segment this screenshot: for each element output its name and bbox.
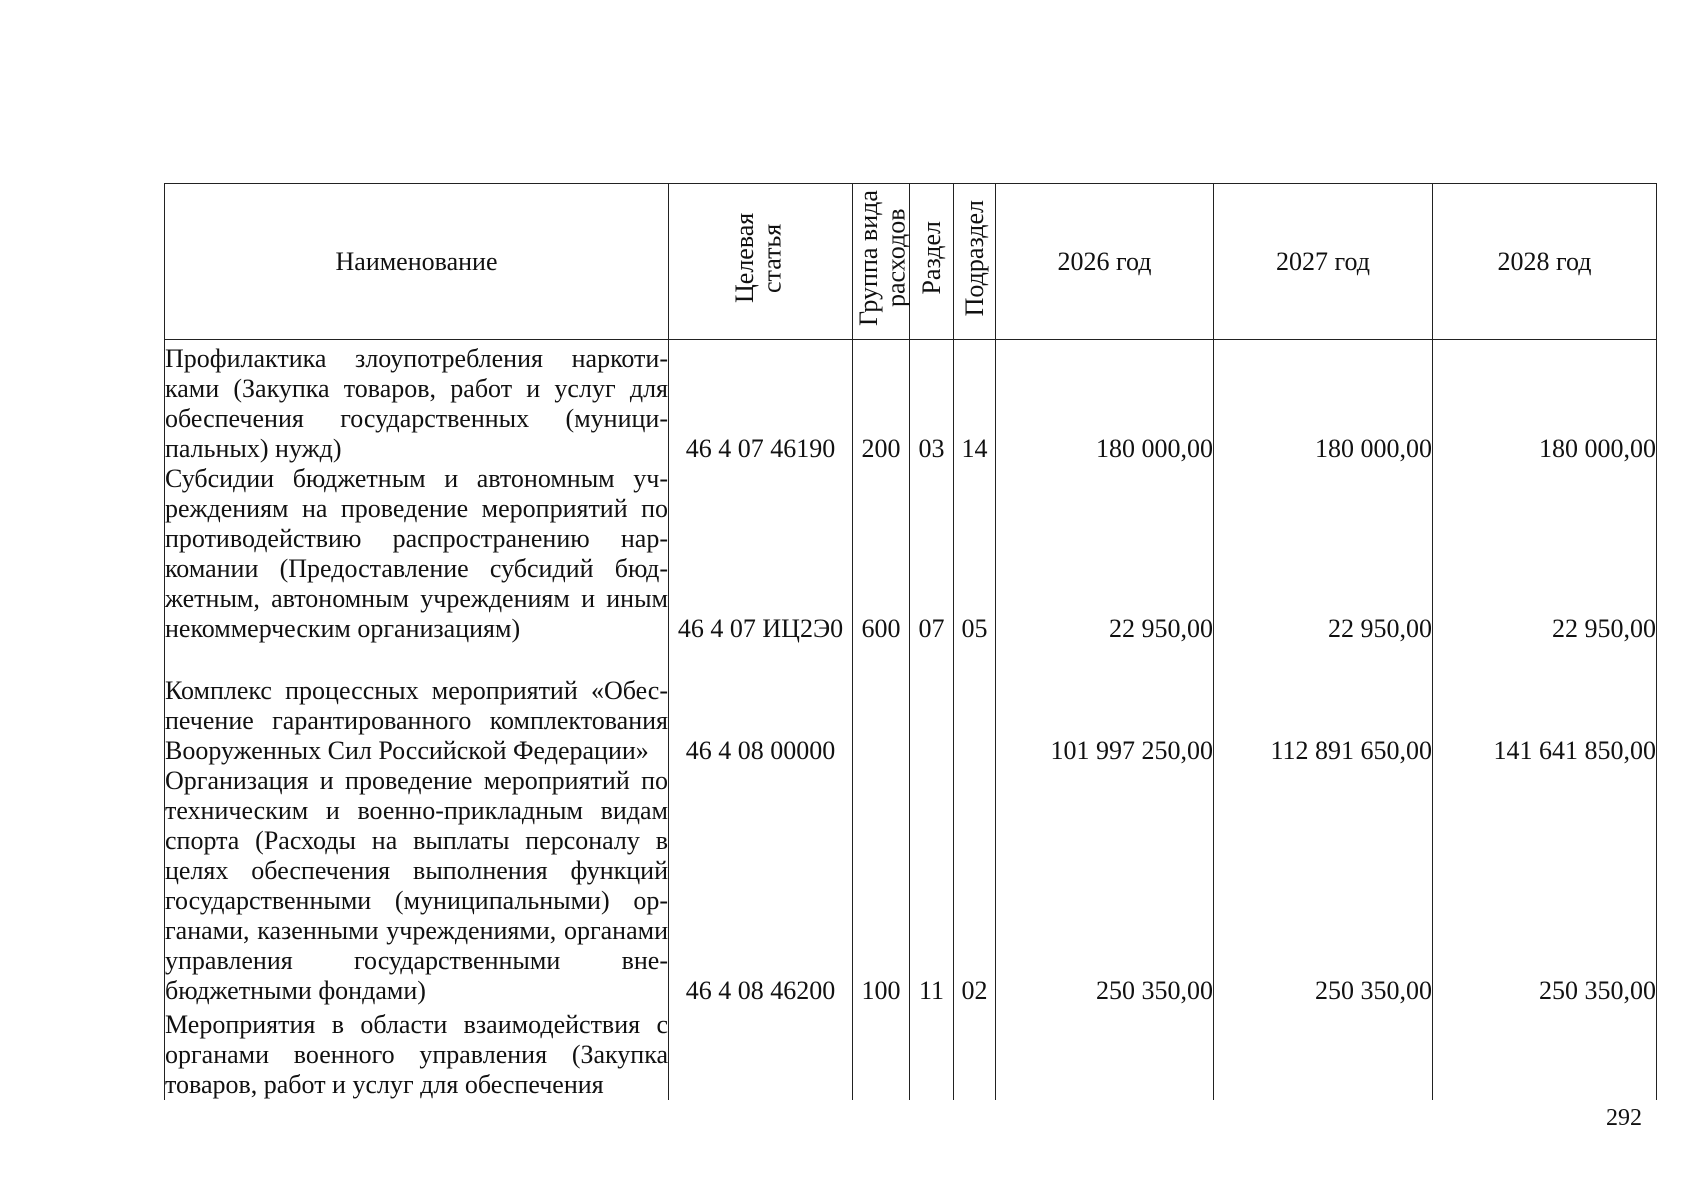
header-subsection: Подраздел [954, 184, 996, 340]
row-name: Профилактика злоупотребления наркотиками (Закупка товаров, работ и услуг для обеспечения государственных (муниципальных) нужд) [165, 340, 669, 464]
header-target-article: Целевая статья [669, 184, 853, 340]
row-target-article: 46 4 08 00000 [669, 644, 853, 766]
header-section: Раздел [910, 184, 954, 340]
row-name: Комплекс процессных мероприятий «Обеспечение гарантированного комплектования Вооруженных Сил Российской Федерации» [165, 644, 669, 766]
row-amount-2028: 141 641 850,00 [1433, 644, 1657, 766]
row-section: 11 [910, 766, 954, 1006]
row-amount-2027: 250 350,00 [1214, 766, 1433, 1006]
row-name: Организация и проведение мероприятий по техническим и военно-прикладным видам спорта (Расходы на выплаты персоналу в целях обеспечения выполнения функций государственными (муниципальными) органами, казенными учреждениями, органами управления государственными внебюджетными фондами) [165, 765, 668, 1005]
row-section [910, 1006, 954, 1100]
row-amount-2026: 101 997 250,00 [996, 644, 1214, 766]
header-expense-group: Группа вида расходов [853, 184, 910, 340]
row-amount-2027: 180 000,00 [1214, 340, 1433, 464]
header-year-2026: 2026 год [996, 184, 1214, 340]
table-header-row [165, 184, 1657, 340]
row-expense-group: 200 [853, 340, 910, 464]
row-subsection: 02 [954, 766, 996, 1006]
row-name: Субсидии бюджетным и автономным учреждениям на проведение мероприятий по противодействию распространению наркомании (Предоставление субсидий бюджетным, автономным учреждениям и иным некоммерческим организациям) [165, 463, 668, 643]
header-year-2028: 2028 год [1433, 184, 1657, 340]
row-expense-group [853, 1006, 910, 1100]
row-section: 03 [910, 340, 954, 464]
row-subsection: 05 [954, 464, 996, 644]
budget-table [164, 183, 1657, 1100]
row-amount-2026: 22 950,00 [996, 464, 1214, 644]
row-amount-2026 [996, 1006, 1214, 1100]
row-subsection [954, 1006, 996, 1100]
row-target-article: 46 4 08 46200 [669, 766, 853, 1006]
row-target-article: 46 4 07 46190 [669, 340, 853, 464]
row-amount-2027: 22 950,00 [1214, 464, 1433, 644]
row-amount-2028: 180 000,00 [1433, 340, 1657, 464]
row-amount-2028: 250 350,00 [1433, 766, 1657, 1006]
row-expense-group: 600 [853, 464, 910, 644]
row-subsection: 14 [954, 340, 996, 464]
row-amount-2028 [1433, 1006, 1657, 1100]
row-expense-group [853, 644, 910, 766]
row-amount-2027: 112 891 650,00 [1214, 644, 1433, 766]
row-section [910, 644, 954, 766]
row-amount-2026: 250 350,00 [996, 766, 1214, 1006]
row-target-article: 46 4 07 ИЦ2Э0 [669, 464, 853, 644]
row-name: Мероприятия в области взаимодействия с органами военного управления (Закупка товаров, работ и услуг для обеспечения [165, 1006, 669, 1100]
row-expense-group: 100 [853, 766, 910, 1006]
row-section: 07 [910, 464, 954, 644]
header-name: Наименование [165, 184, 669, 340]
table-row [165, 766, 1657, 1006]
header-year-2027: 2027 год [1214, 184, 1433, 340]
row-target-article [669, 1006, 853, 1100]
page-number: 292 [1606, 1105, 1642, 1131]
row-amount-2027 [1214, 1006, 1433, 1100]
table-row [165, 1006, 1657, 1100]
table-row [165, 644, 1657, 766]
table-row [165, 340, 1657, 464]
row-subsection [954, 644, 996, 766]
row-amount-2026: 180 000,00 [996, 340, 1214, 464]
row-amount-2028: 22 950,00 [1433, 464, 1657, 644]
table-row [165, 464, 1657, 644]
